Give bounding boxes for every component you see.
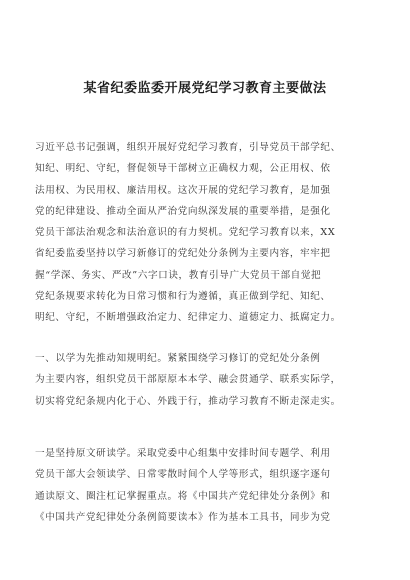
intro-paragraph — [35, 137, 375, 329]
paragraph-line: 一、以学为先推动知规明纪。紧紧围绕学习修订的党纪处分条例 — [35, 353, 321, 364]
paragraph-line: 党员干部大会领读学、日常零散时间个人学等形式，组织逐字逐句 — [35, 469, 331, 481]
paragraph-line: 明纪、守纪，不断增强政治定力、纪律定力、道德定力、抵腐定力。 — [35, 312, 341, 324]
point-one-paragraph — [35, 443, 375, 528]
paragraph-line: 党纪条规要求转化为日常习惯和行为遵循，真正做到学纪、知纪、 — [35, 291, 331, 303]
document-title: 某省纪委监委开展党纪学习教育主要做法 — [83, 81, 327, 96]
paragraph-line: 知纪、明纪、守纪，督促领导干部树立正确权力观，公正用权、依 — [35, 163, 331, 175]
paragraph-line: 省纪委监委坚持以学习新修订的党纪处分条例为主要内容，牢牢把 — [35, 248, 331, 260]
paragraph-line: 习近平总书记强调，组织开展好党纪学习教育，引导党员干部学纪、 — [35, 142, 341, 153]
section-one-paragraph — [35, 348, 375, 412]
paragraph-line: 一是坚持原文研读学。采取党委中心组集中安排时间专题学、利用 — [35, 448, 331, 459]
paragraph-line: 《中国共产党纪律处分条例简要读本》作为基本工具书，同步为党 — [35, 511, 331, 523]
paragraph-line: 党员干部法治观念和法治意识的有力契机。党纪学习教育以来，XX — [35, 227, 336, 239]
paragraph-line: 党的纪律建设、推动全面从严治党向纵深发展的重要举措，是强化 — [35, 205, 331, 217]
paragraph-line: 法用权、为民用权、廉洁用权。这次开展的党纪学习教育，是加强 — [35, 184, 331, 196]
paragraph-line: 通读原文、圈注杠记掌握重点。将《中国共产党纪律处分条例》和 — [35, 490, 331, 502]
paragraph-line: 握“学深、务实、严改”六字口诀，教育引导广大党员干部自觉把 — [35, 269, 322, 281]
paragraph-line: 为主要内容，组织党员干部原原本本学、融会贯通学、联系实际学， — [35, 374, 341, 386]
paragraph-line: 切实将党纪条规内化于心、外践于行，推动学习教育不断走深走实。 — [35, 395, 341, 407]
